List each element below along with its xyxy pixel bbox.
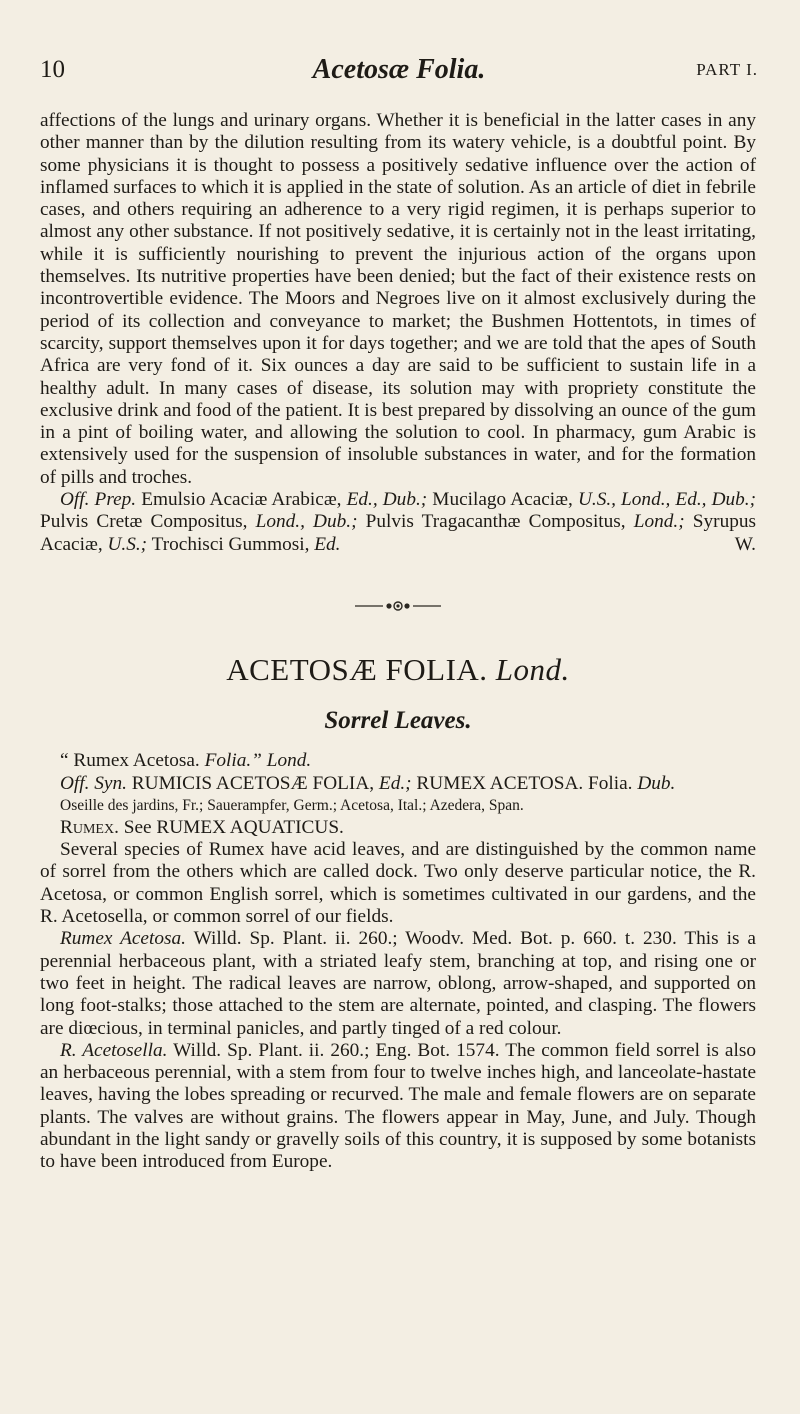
paragraph-gum-arabic: affections of the lungs and urinary organs. Whether it is beneficial in the latter cases in any other manner than by the dilution resulting from its watery vehicle, is a doubtful point. By some physicians it is thought to possess a positively sedative influence over the action of inflamed surfaces to which it is applied in the state of solution. As an article of diet in febrile cases, and others requiring an adherence to a very rigid regimen, it is perhaps superior to almost any other substance. If not positively sedative, it is certainly not in the least irritating, while it is sufficiently nourishing to prevent the injurious action of the organs upon themselves. Its nutritive properties have been denied; but the fact of their existence rests on incontrovertible evidence. The Moors and Negroes live on it almost exclusively during the period of its collection and conveyance to market; the Bushmen Hottentots, in times of scarcity, support themselves upon it for days together; and we are told that the apes of South Africa are very fond of it. Six ounces a day are said to be sufficient to sustain life in a healthy adult. In many cases of disease, its solution may with propriety constitute the exclusive drink and food of the patient. It is best prepared by dissolving an ounce of the gum in a pint of boiling water, and allowing the solution to cool. In pharmacy, gum Arabic is extensively used for the suspension of insoluble substances in water, and for the formation of pills and troches.: [40, 110, 756, 488]
officinal-preparations: [40, 489, 756, 556]
paragraph-rumex-acetosa: [40, 928, 756, 1039]
see-label: Rumex.: [60, 816, 119, 838]
paragraph-rumex-acetosella: [40, 1040, 756, 1174]
quote-part: Folia.”: [204, 750, 262, 772]
part-label: PART I.: [696, 60, 758, 79]
paragraph-text: Willd. Sp. Plant. ii. 260.; Woodv. Med. Bot. p. 660. t. 230. This is a perennial herbaceous plant, with a striated leafy stem, branching at top, and rising one or two feet in height. The radical leaves are narrow, oblong, arrow-shaped, and supported on long foot-stalks; those attached to the stem are alternate, pointed, and clasping. The flowers are diœcious, in terminal panicles, and partly tinged of a red colour.: [40, 928, 756, 1039]
paragraph-head: Rumex Acetosa.: [60, 928, 186, 950]
prep-source: Ed.: [314, 533, 341, 555]
syn-source: Ed.;: [378, 772, 412, 794]
off-prep-label: Off. Prep.: [60, 489, 137, 511]
section-divider-ornament: [40, 594, 756, 616]
prep-source: Ed., Dub.;: [346, 489, 428, 511]
prep-source: Lond., Dub.;: [255, 511, 358, 533]
section-title: [40, 652, 756, 688]
paragraph-species: Several species of Rumex have acid leaves, and are distinguished by the common name of sorrel from the others which are called dock. Two only deserve particular notice, the R. Acetosa, or common English sorrel, which is sometimes cultivated in our gardens, and the R. Acetosella, or common sorrel of our fields.: [40, 839, 756, 928]
running-header: [40, 56, 758, 92]
see-also: [40, 817, 756, 839]
syn-label: Off. Syn.: [60, 772, 127, 794]
section-title-source: Lond.: [495, 652, 570, 688]
syn-source: Dub.: [637, 772, 676, 794]
paragraph-text: Willd. Sp. Plant. ii. 260.; Eng. Bot. 1574. The common field sorrel is also an herbaceous perennial, with a stem from four to twelve inches high, and lanceolate-hastate leaves, having the lobes spreading or recurved. The male and female flowers are on separate plants. The valves are without grains. The flowers appear in May, June, and July. Though abundant in the light sandy or gravelly soils of this country, it is supposed by some botanists to have been introduced from Europe.: [40, 1039, 756, 1173]
syn-item: RUMICIS ACETOSÆ FOLIA,: [131, 772, 375, 794]
prep-source: Lond.;: [633, 511, 685, 533]
rumex-quote: [40, 750, 756, 772]
author-signature: W.: [734, 533, 756, 555]
running-title: Acetosæ Folia.: [312, 54, 486, 85]
prep-item: Pulvis Cretæ Compositus,: [40, 511, 248, 533]
prep-item: Trochisci Gummosi,: [151, 533, 310, 555]
ornament-icon: [353, 600, 443, 612]
quote-part: “ Rumex Acetosa.: [60, 750, 200, 772]
quote-source: Lond.: [266, 750, 312, 772]
paragraph-head: R. Acetosella.: [60, 1039, 168, 1061]
prep-item: Mucilago Acaciæ,: [432, 489, 573, 511]
foreign-names: Oseille des jardins, Fr.; Sauerampfer, Germ.; Acetosa, Ital.; Azedera, Span.: [60, 796, 524, 814]
prep-source: U.S.;: [107, 533, 148, 555]
section-title-text: ACETOSÆ FOLIA.: [226, 652, 488, 688]
prep-source: U.S., Lond., Ed., Dub.;: [577, 489, 757, 511]
prep-item: Syrupus Acaciæ,: [40, 511, 757, 555]
officinal-synonyms: [40, 773, 756, 795]
prep-item: Pulvis Tragacanthæ Compositus,: [365, 511, 626, 533]
page-number: 10: [40, 56, 65, 83]
prep-item: Emulsio Acaciæ Arabicæ,: [141, 489, 342, 511]
section-subtitle: Sorrel Leaves.: [324, 707, 472, 735]
page-body: [40, 110, 756, 1174]
syn-item: RUMEX ACETOSA. Folia.: [416, 772, 633, 794]
see-text: See RUMEX AQUATICUS.: [123, 816, 344, 838]
